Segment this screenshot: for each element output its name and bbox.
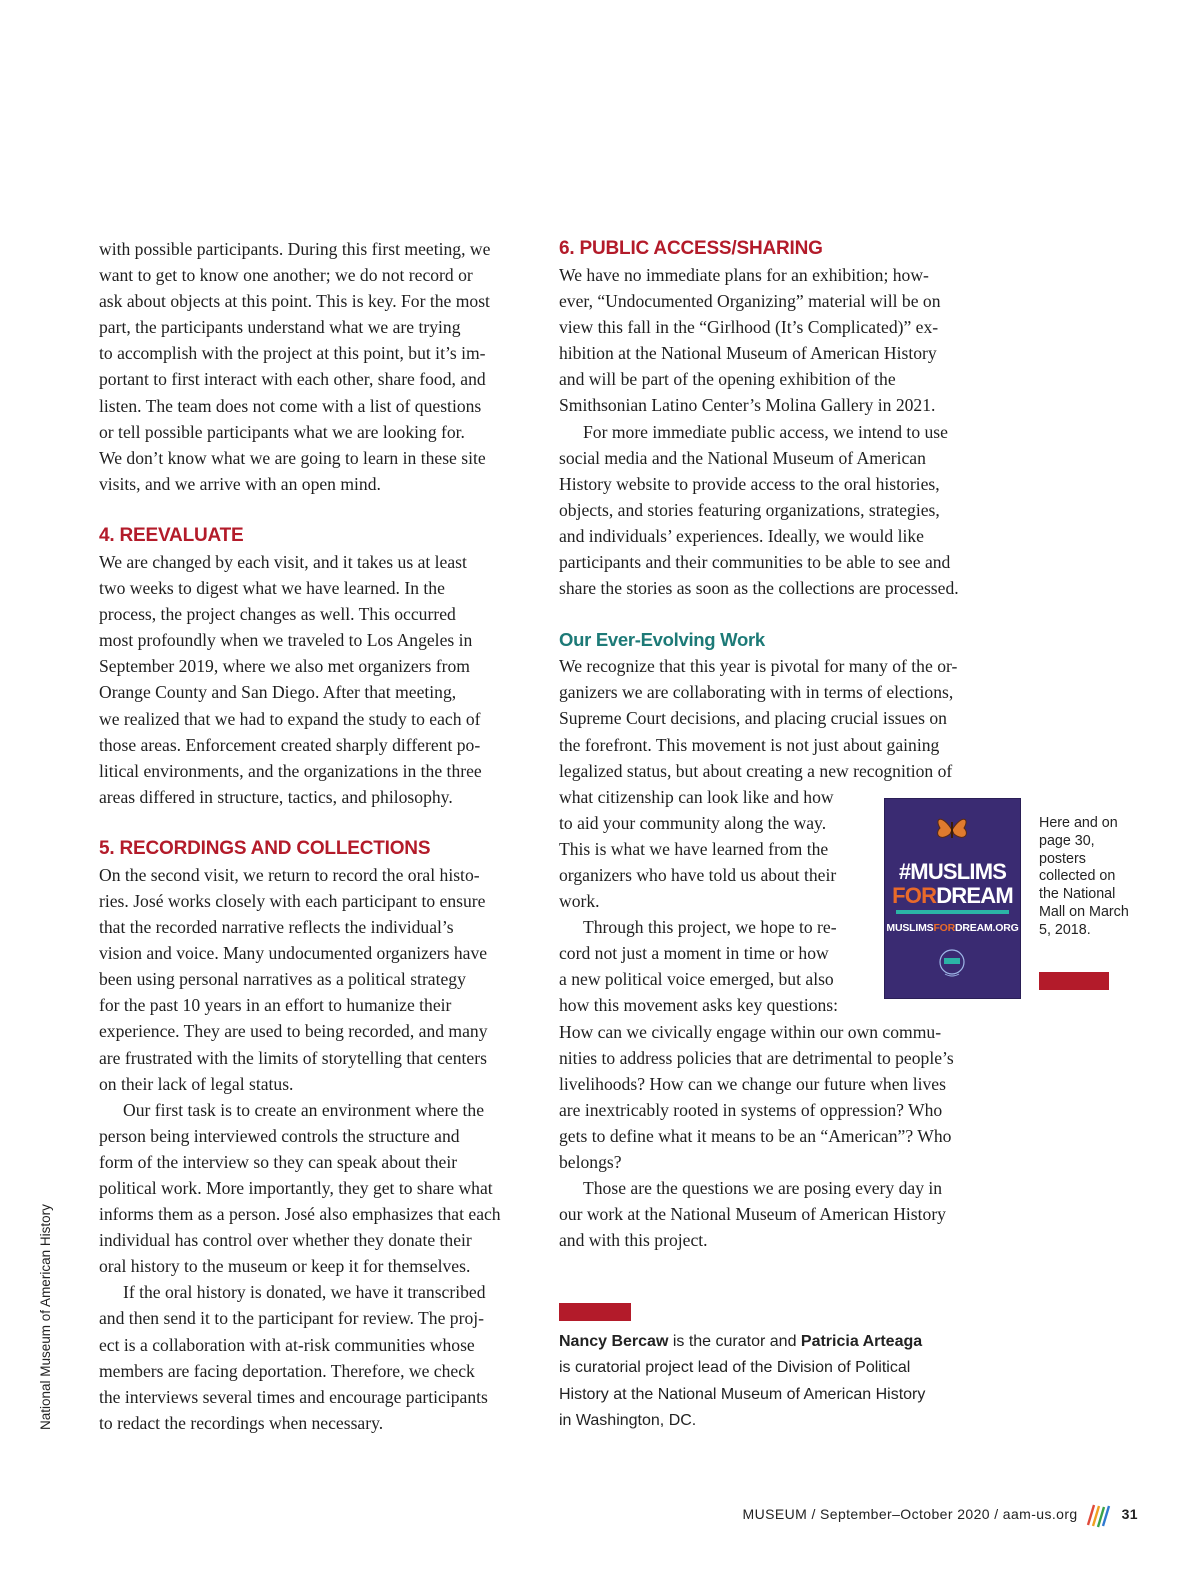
heading-ever-evolving: Our Ever-Evolving Work <box>559 629 765 651</box>
caption-red-bar <box>1039 972 1109 990</box>
author-name-1: Nancy Bercaw <box>559 1333 669 1350</box>
recordings-paragraph-2: Our first task is to create an environment where the person being interviewed controls the structure and form of the interview so they can speak about their political work. More importantly, they get to share what informs them as a person. José also emphasizes that each individual has control over whether they donate their oral history to the museum or keep it for themselves. <box>99 1099 501 1277</box>
evolving-paragraph-3: Those are the questions we are posing every day in our work at the National Museum of American History and with this project. <box>559 1178 946 1251</box>
left-column <box>99 236 533 1436</box>
aam-logo-icon <box>1084 1499 1112 1529</box>
heading-reevaluate: 4. REEVALUATE <box>99 524 244 546</box>
evolving-paragraph-2: Through this project, we hope to re- cord not just a moment in time or how a new political voice emerged, but also how this movement asks key questions: How can we civically engage within our own commu- nities to address policies that are detrimental to people’s livelihoods? How can we change our future when lives are inextricably rooted in systems of oppression? Who gets to define what it means to be an “American”? Who belongs? <box>559 917 954 1172</box>
poster-headline-1: #MUSLIMS <box>898 859 1007 884</box>
poster-badge-icon <box>937 946 967 980</box>
author-name-2: Patricia Arteaga <box>800 1333 923 1350</box>
page-footer <box>743 1499 1138 1529</box>
side-label: National Museum of American History <box>38 1204 53 1430</box>
page-number: 31 <box>1121 1506 1138 1522</box>
poster-url: MUSLIMSFORDREAM.ORG <box>886 922 1019 934</box>
evolving-paragraph-1: We recognize that this year is pivotal for many of the or- ganizers we are collaborating with in terms of elections, Supreme Court decisions, and placing crucial issues on the forefront. This movement is not just about gaining legalized status, but about creating a new recognition of what citizenship can look like and how to aid your community along the way. This is what we have learned from the organizers who have told us about their work. <box>559 656 958 912</box>
public-access-paragraph-1: We have no immediate plans for an exhibition; how- ever, “Undocumented Organizing” material will be on view this fall in the “Girlhood (It’s Complicated)” ex- hibition at the National Museum of American History and will be part of the opening exhibition of the Smithsonian Latino Center’s Molina Gallery in 2021. <box>559 265 941 416</box>
right-column <box>559 236 992 1253</box>
bio-red-bar <box>559 1303 631 1321</box>
heading-recordings: 5. RECORDINGS AND COLLECTIONS <box>99 837 431 859</box>
poster-caption: Here and on page 30, posters collected on the National Mall on March 5, 2018. <box>1039 815 1129 938</box>
muslims-for-dream-poster <box>884 798 1021 999</box>
butterfly-icon <box>932 810 972 850</box>
footer-text: MUSEUM / September–October 2020 / aam-us.org <box>742 1506 1078 1522</box>
poster-headline-2: FORDREAM <box>892 883 1013 908</box>
recordings-paragraph-1: On the second visit, we return to record the oral histo- ries. José works closely with each participant to ensure that the recorded narrative reflects the individual’s vision and voice. Many undocumented organizers have been using personal narratives as a political strategy for the past 10 years in an effort to humanize their experience. They are used to being recorded, and many are frustrated with the limits of storytelling that centers on their lack of legal status. <box>99 864 488 1094</box>
recordings-paragraph-3: If the oral history is donated, we have it transcribed and then send it to the participant for review. The proj- ect is a collaboration with at-risk communities whose members are facing deportation. Therefore, we check the interviews several times and encourage participants to redact the recordings when necessary. <box>99 1282 488 1433</box>
poster-divider <box>896 910 1009 914</box>
public-access-paragraph-2: For more immediate public access, we intend to use social media and the National Museum of American History website to provide access to the oral histories, objects, and stories featuring organizations, strategies, and individuals’ experiences. Ideally, we would like participants and their communities to be able to see and share the stories as soon as the collections are processed. <box>559 421 959 599</box>
author-bio: Nancy Bercaw is the curator and Patricia Arteaga is curatorial project lead of the Division of Political History at the National Museum of American History in Washington, DC. <box>559 1333 926 1429</box>
heading-public-access: 6. PUBLIC ACCESS/SHARING <box>559 238 823 259</box>
intro-paragraph: with possible participants. During this first meeting, we want to get to know one another; we do not record or ask about objects at this point. This is key. For the most part, the participants understand what we are trying to accomplish with the project at this point, but it’s im- portant to first interact with each other, share food, and listen. The team does not come with a list of questions or tell possible participants what we are looking for. We don’t know what we are going to learn in these site visits, and we arrive with an open mind. <box>99 239 491 494</box>
reevaluate-paragraph: We are changed by each visit, and it takes us at least two weeks to digest what we have learned. In the process, the project changes as well. This occurred most profoundly when we traveled to Los Angeles in September 2019, where we also met organizers from Orange County and San Diego. After that meeting, we realized that we had to expand the study to each of those areas. Enforcement created sharply different po- litical environments, and the organizations in the three areas differed in structure, tactics, and philosophy. <box>99 551 482 807</box>
